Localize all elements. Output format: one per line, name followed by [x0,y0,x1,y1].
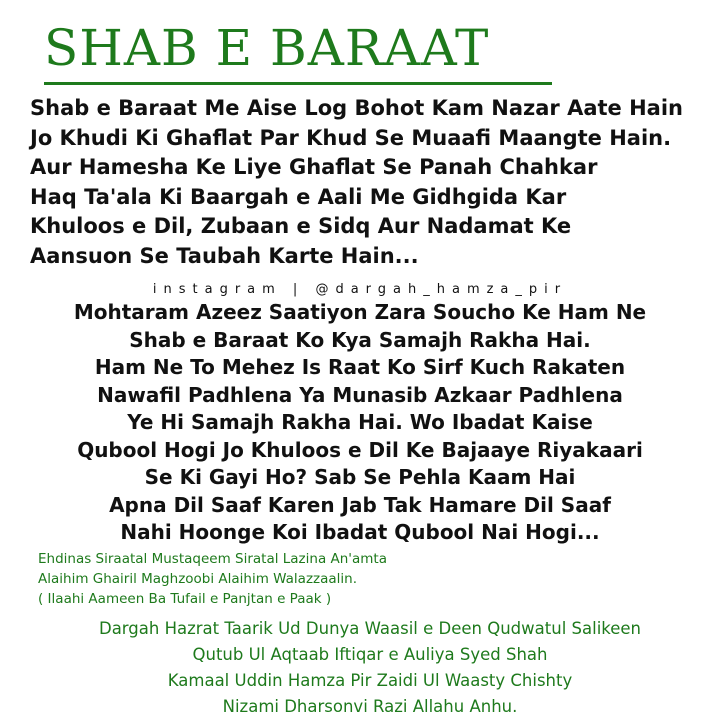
credit-line: Nizami Dharsonvi Razi Allahu Anhu. [222,697,518,716]
intro-line: Haq Ta'ala Ki Baargah e Aali Me Gidhgida Kar [30,184,567,209]
intro-line: Jo Khudi Ki Ghaflat Par Khud Se Muaafi Maangte Hain. [30,125,672,150]
message-line: Ye Hi Samajh Rakha Hai. Wo Ibadat Kaise [127,410,593,434]
dargah-credit [0,616,720,720]
dua-line: ( Ilaahi Aameen Ba Tufail e Panjtan e Paak ) [38,591,332,607]
dua-line: Ehdinas Siraatal Mustaqeem Siratal Lazina An'amta [38,551,388,567]
message-line: Shab e Baraat Ko Kya Samajh Rakha Hai. [129,327,591,352]
credit-line: Kamaal Uddin Hamza Pir Zaidi Ul Waasty Chishty [167,671,573,690]
page-title: SHAB E BARAAT [44,19,490,77]
message-line: Nahi Hoonge Koi Ibadat Qubool Nai Hogi... [120,520,600,544]
credit-line: Dargah Hazrat Taarik Ud Dunya Waasil e Deen Qudwatul Salikeen [98,619,642,638]
title-underline [44,82,552,85]
intro-line: Aansuon Se Taubah Karte Hain... [30,243,419,268]
message-line: Nawafil Padhlena Ya Munasib Azkaar Padhlena [97,382,623,407]
message-line: Mohtaram Azeez Saatiyon Zara Soucho Ke Ham Ne [73,300,647,324]
intro-line: Khuloos e Dil, Zubaan e Sidq Aur Nadamat Ke [30,214,572,238]
message-paragraph [0,299,720,547]
message-line: Ham Ne To Mehez Is Raat Ko Sirf Kuch Rakaten [94,355,626,379]
message-line: Se Ki Gayi Ho? Sab Se Pehla Kaam Hai [144,465,576,489]
intro-line: Aur Hamesha Ke Liye Ghaflat Se Panah Chahkar [30,155,598,179]
dua-block [38,549,698,609]
intro-paragraph [30,94,710,271]
dua-line: Alaihim Ghairil Maghzoobi Alaihim Walazzaalin. [38,571,358,587]
intro-line: Shab e Baraat Me Aise Log Bohot Kam Nazar Aate Hain [30,96,683,120]
message-line: Apna Dil Saaf Karen Jab Tak Hamare Dil Saaf [109,492,611,517]
message-line: Qubool Hogi Jo Khuloos e Dil Ke Bajaaye Riyakaari [77,437,643,462]
credit-line: Qutub Ul Aqtaab Iftiqar e Auliya Syed Shah [192,645,548,664]
instagram-handle: instagram | @dargah_hamza_pir [152,282,568,297]
